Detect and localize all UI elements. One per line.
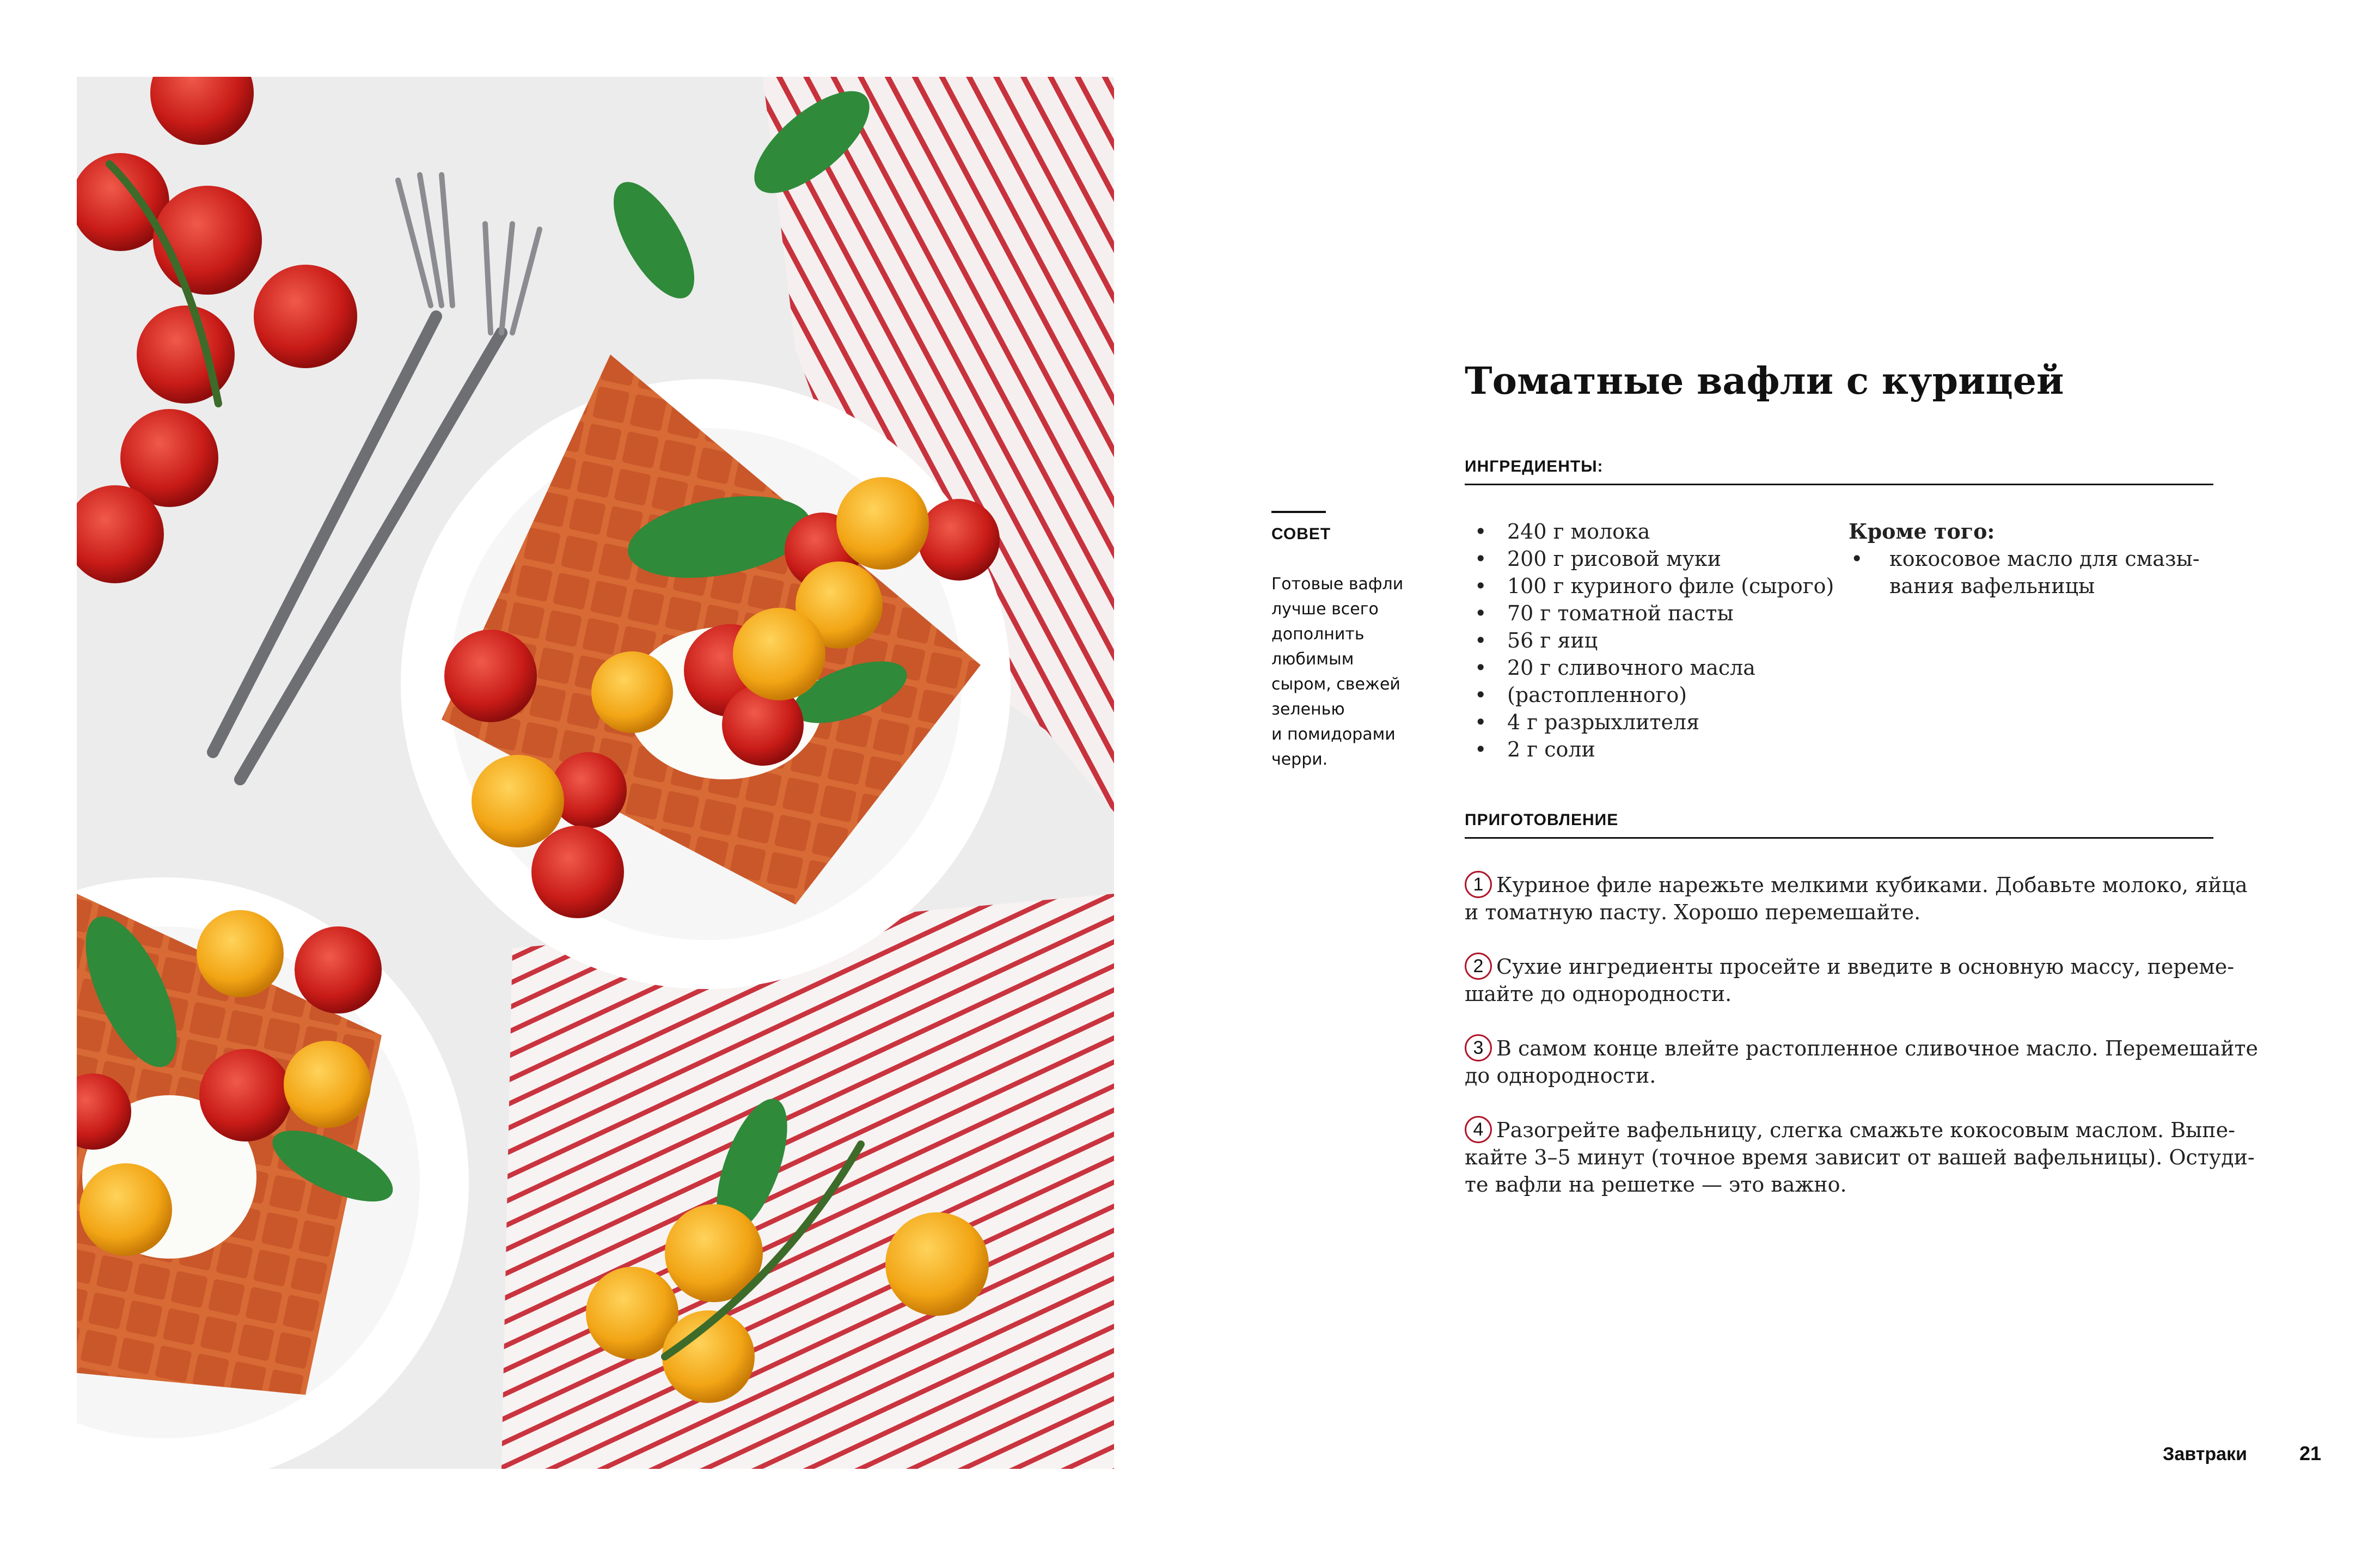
extra-item-continuation: вания вафельницы (1889, 574, 2095, 598)
extra-item: • кокосовое масло для смазы- (1849, 545, 2213, 572)
ingredients-block (1465, 518, 2213, 763)
ingredient-item: • 240 г молока (1465, 518, 1849, 545)
step-text: Разогрейте вафельницу, слегка смажьте кокосовым маслом. Выпе- (1496, 1118, 2235, 1142)
tip-box (1271, 511, 1424, 772)
ingredient-item: • 56 г яиц (1465, 627, 1849, 654)
tip-line: зеленью (1271, 700, 1345, 719)
extra-list (1849, 545, 2213, 572)
preparation-block (1465, 811, 2259, 1198)
page-number: 21 (2299, 1442, 2321, 1464)
recipe-title: Томатные вафли с курицей (1465, 359, 2064, 403)
step-number-icon: 1 (1465, 871, 1492, 898)
step-line (1465, 1035, 2259, 1062)
step-number-icon: 2 (1465, 953, 1492, 980)
step-line (1465, 871, 2248, 899)
footer-section: Завтраки (2163, 1444, 2247, 1464)
step-text: В самом конце влейте растопленное сливочное масло. Перемешайте (1496, 1036, 2259, 1060)
ingredients-label: ИНГРЕДИЕНТЫ: (1465, 457, 2213, 485)
step-line: до однородности. (1465, 1064, 1656, 1088)
step-text: Куриное филе нарежьте мелкими кубиками. Добавьте молоко, яйца (1496, 873, 2248, 897)
ingredient-item: • 200 г рисовой муки (1465, 545, 1849, 572)
step-line: те вафли на решетке — это важно. (1465, 1173, 1847, 1197)
step-line (1465, 953, 2235, 980)
tip-line: лучше всего (1271, 600, 1379, 619)
step-line (1465, 1116, 2235, 1144)
ingredients-extra (1849, 518, 2213, 763)
tip-line: сыром, свежей (1271, 675, 1400, 694)
ingredient-item: • 4 г разрыхлителя (1465, 709, 1849, 736)
ingredient-item: • 2 г соли (1465, 736, 1849, 763)
step-2 (1465, 953, 2235, 1008)
step-number-icon: 3 (1465, 1034, 1492, 1061)
step-line: и томатную пасту. Хорошо перемешайте. (1465, 900, 1921, 924)
tip-line: дополнить (1271, 625, 1365, 644)
tip-line: и помидорами (1271, 725, 1396, 744)
ingredient-item: • 100 г куриного филе (сырого) (1465, 572, 1849, 600)
step-1 (1465, 871, 2248, 926)
step-line: кайте 3–5 минут (точное время зависит от вашей вафельницы). Остуди- (1465, 1145, 2255, 1169)
tip-rule (1271, 511, 1326, 513)
step-line: шайте до однородности. (1465, 982, 1732, 1006)
page-footer (2163, 1442, 2321, 1465)
tip-line: черри. (1271, 750, 1328, 769)
tip-line: Готовые вафли (1271, 575, 1404, 594)
ingredient-item: • 70 г томатной пасты (1465, 600, 1849, 627)
ingredients-list (1465, 518, 1849, 763)
step-number-icon: 4 (1465, 1116, 1492, 1143)
step-4 (1465, 1116, 2255, 1198)
ingredient-item: • (растопленного) (1465, 681, 1849, 709)
extra-heading: Кроме того: (1849, 519, 1995, 544)
tip-label: СОВЕТ (1271, 525, 1331, 543)
recipe (1465, 359, 2259, 1225)
step-3 (1465, 1035, 2259, 1089)
ingredients-main (1465, 518, 1849, 763)
preparation-label: ПРИГОТОВЛЕНИЕ (1465, 811, 2213, 839)
step-text: Сухие ингредиенты просейте и введите в основную массу, переме- (1496, 955, 2235, 979)
tip-line: любимым (1271, 650, 1354, 669)
food-photo (77, 77, 1114, 1469)
tip-text (1271, 572, 1424, 772)
ingredient-item: • 20 г сливочного масла (1465, 654, 1849, 681)
